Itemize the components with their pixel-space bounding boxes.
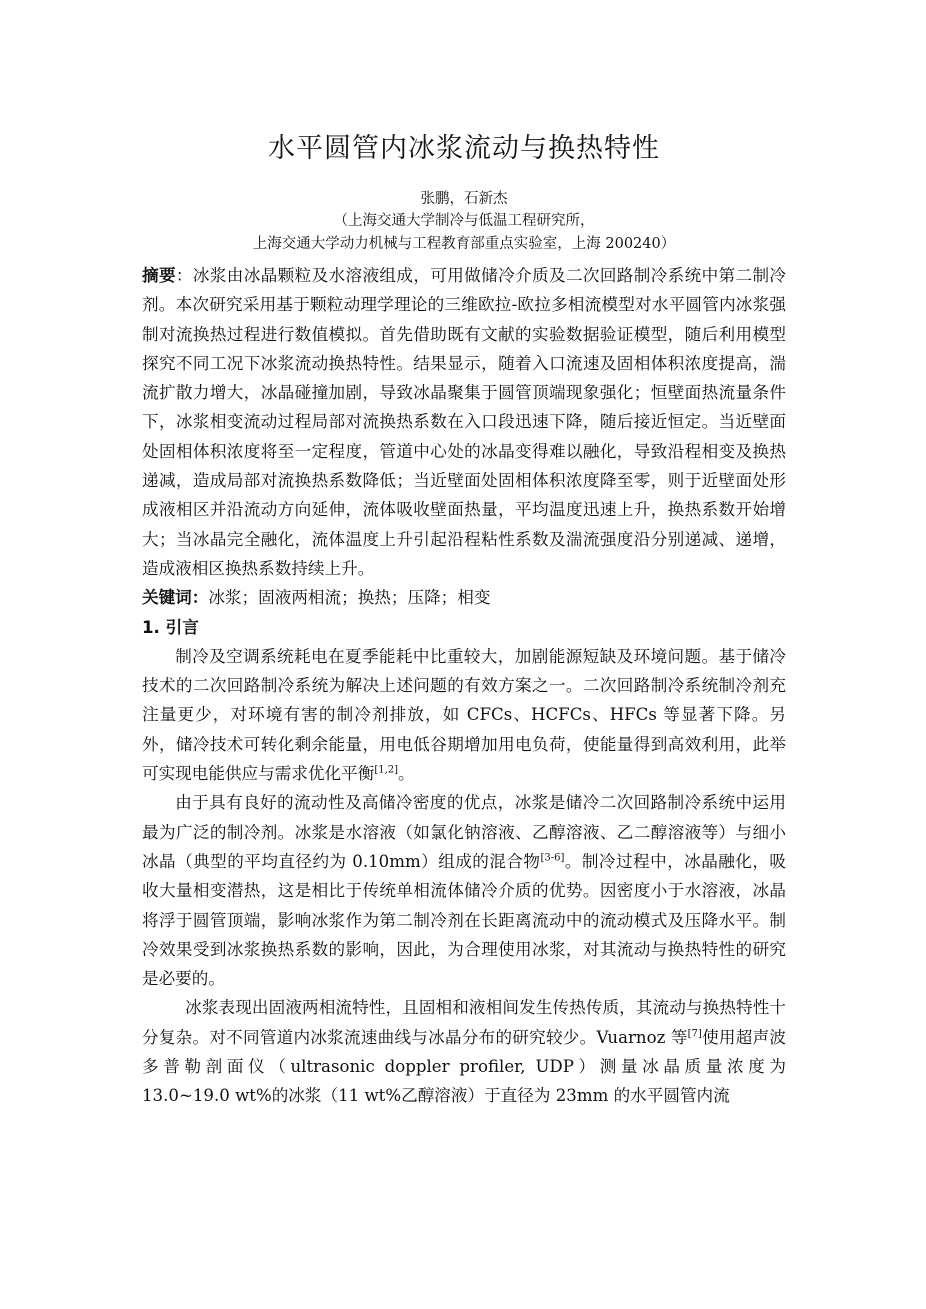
intro-p1-end: 。 [398,764,415,784]
keywords-label: 关键词： [142,588,209,608]
abstract-label: 摘要 [142,266,176,285]
section-heading-introduction: 1. 引言 [142,617,199,637]
citation-ref: [3-6] [540,852,565,864]
citation-ref: [1,2] [374,764,399,776]
affiliation-line-2: 上海交通大学动力机械与工程教育部重点实验室，上海 200240） [252,236,676,252]
intro-p2-end: 。制冷过程中，冰晶融化，吸收大量相变潜热，这是相比于传统单相流体储冷介质的优势。因密度小于水溶液，冰晶将浮于圆管顶端，影响冰浆作为第二制冷剂在长距离流动中的流动模式及压降水平。制冷效果受到冰浆换热系数的影响，因此，为合理使用冰浆，对其流动与换热特性的研究是必要的。 [142,851,786,989]
citation-ref: [7] [687,1028,702,1040]
intro-paragraph-1 [142,642,786,788]
author-list: 张鹏，石新杰 [420,191,508,207]
affiliation-line-1: （上海交通大学制冷与低温工程研究所， [333,213,595,229]
intro-p2-text: 由于具有良好的流动性及高储冷密度的优点，冰浆是储冷二次回路制冷系统中运用最为广泛的制冷剂。冰浆是水溶液（如氯化钠溶液、乙醇溶液、乙二醇溶液等）与细小冰晶（典型的平均直径约为 0.10mm）组成的混合物 [142,793,786,871]
intro-paragraph-2 [142,788,786,993]
paper-title: 水平圆管内冰浆流动与换热特性 [268,133,660,164]
paper-body [142,261,786,1111]
intro-p3-text-b: 使用超声波多普勒剖面仪（ultrasonic doppler profiler, UDP）测量冰晶质量浓度为 13.0~19.0 wt%的冰浆（11 wt%乙醇溶液）于直径为 23mm 的水平圆管内流 [142,1027,786,1106]
abstract-paragraph [142,261,786,583]
keywords-text: 冰浆；固液两相流；换热；压降；相变 [208,588,491,608]
keywords-paragraph [142,583,786,612]
abstract-separator: ： [175,266,193,285]
intro-paragraph-3 [142,993,786,1110]
intro-p1-text: 制冷及空调系统耗电在夏季能耗中比重较大，加剧能源短缺及环境问题。基于储冷技术的二次回路制冷系统为解决上述问题的有效方案之一。二次回路制冷系统制冷剂充注量更少，对环境有害的制冷剂排放，如 CFCs、HCFCs、HFCs 等显著下降。另外，储冷技术可转化剩余能量，用电低谷期增加用电负荷，使能量得到高效利用，此举可实现电能供应与需求优化平衡 [142,646,786,784]
intro-p3-text-a: 冰浆表现出固液两相流特性，且固相和液相间发生传热传质，其流动与换热特性十分复杂。对不同管道内冰浆流速曲线与冰晶分布的研究较少。Vuarnoz 等 [142,998,786,1047]
abstract-text: 冰浆由冰晶颗粒及水溶液组成，可用做储冷介质及二次回路制冷系统中第二制冷剂。本次研究采用基于颗粒动理学理论的三维欧拉-欧拉多相流模型对水平圆管内冰浆强制对流换热过程进行数值模拟。首先借助既有文献的实验数据验证模型，随后利用模型探究不同工况下冰浆流动换热特性。结果显示，随着入口流速及固相体积浓度提高，湍流扩散力增大，冰晶碰撞加剧，导致冰晶聚集于圆管顶端现象强化；恒壁面热流量条件下，冰浆相变流动过程局部对流换热系数在入口段迅速下降，随后接近恒定。当近壁面处固相体积浓度将至一定程度，管道中心处的冰晶变得难以融化，导致沿程相变及换热递减，造成局部对流换热系数降低；当近壁面处固相体积浓度降至零，则于近壁面处形成液相区并沿流动方向延伸，流体吸收壁面热量，平均温度迅速上升，换热系数开始增大；当冰晶完全融化，流体温度上升引起沿程粘性系数及湍流强度沿分别递减、递增，造成液相区换热系数持续上升。 [142,266,787,578]
